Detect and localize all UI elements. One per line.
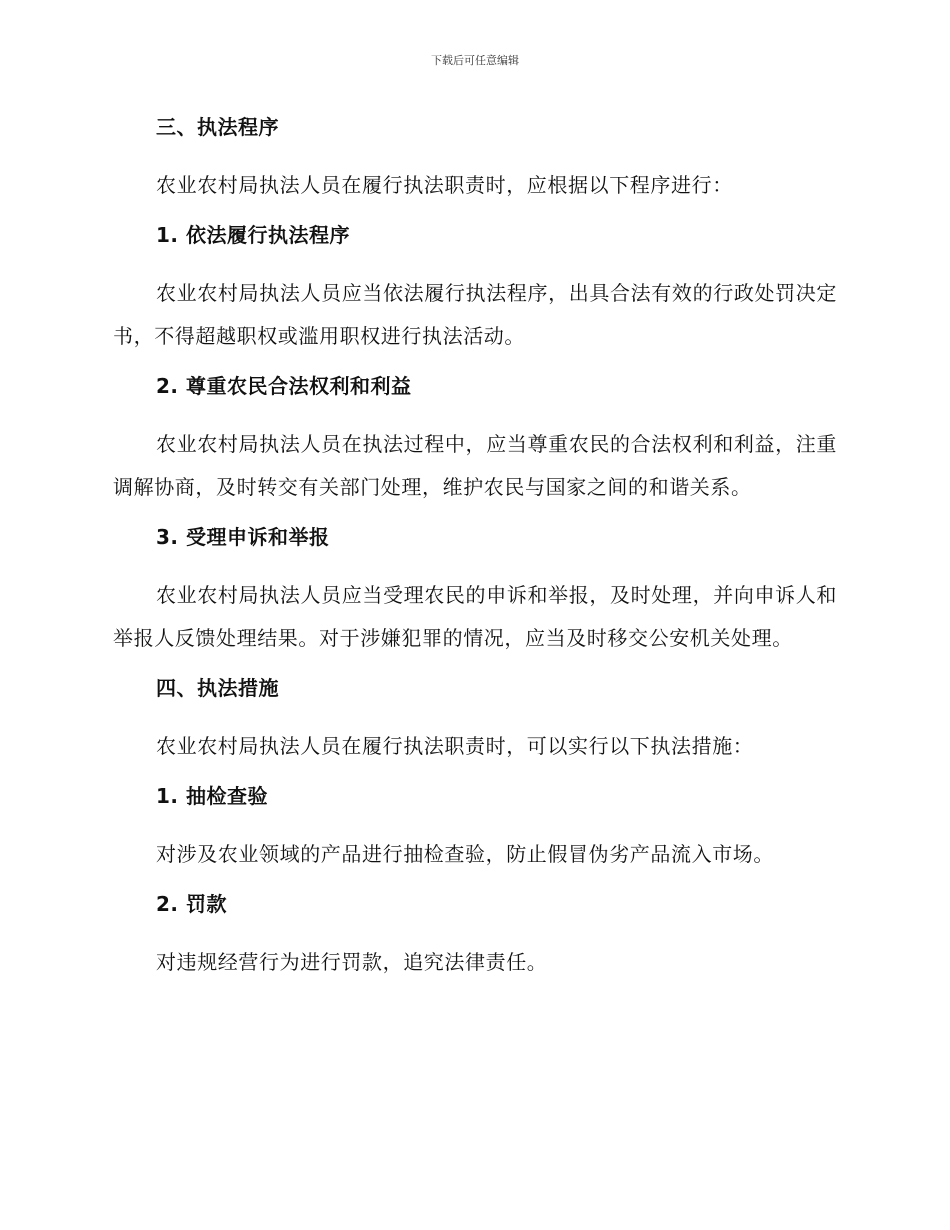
section-3-item-1-body: 农业农村局执法人员应当依法履行执法程序，出具合法有效的行政处罚决定书，不得超越职权或滥用职权进行执法活动。 — [113, 281, 837, 348]
section-4-item-2-body: 对违规经营行为进行罚款，追究法律责任。 — [156, 950, 548, 974]
section-4-intro: 农业农村局执法人员在履行执法职责时，可以实行以下执法措施： — [156, 734, 754, 758]
section-3-item-2-heading: 2. 尊重农民合法权利和利益 — [156, 374, 412, 398]
section-3-item-1-heading: 1. 依法履行执法程序 — [156, 223, 350, 247]
section-4-item-2-heading: 2. 罚款 — [156, 892, 227, 916]
section-4-item-1-heading: 1. 抽检查验 — [156, 784, 268, 808]
section-3-item-3-heading: 3. 受理申诉和举报 — [156, 525, 330, 549]
page-header-note: 下载后可任意编辑 — [431, 54, 519, 67]
section-3-item-3-body: 农业农村局执法人员应当受理农民的申诉和举报，及时处理，并向申诉人和举报人反馈处理结果。对于涉嫌犯罪的情况，应当及时移交公安机关处理。 — [113, 583, 837, 650]
section-3-intro: 农业农村局执法人员在履行执法职责时，应根据以下程序进行： — [156, 173, 733, 197]
section-3-title: 三、执法程序 — [156, 115, 279, 139]
section-4-item-1-body: 对涉及农业领域的产品进行抽检查验，防止假冒伪劣产品流入市场。 — [156, 842, 774, 866]
document-body — [113, 110, 837, 995]
section-3-item-2-body: 农业农村局执法人员在执法过程中，应当尊重农民的合法权利和利益，注重调解协商，及时转交有关部门处理，维护农民与国家之间的和谐关系。 — [113, 432, 837, 499]
section-4-title: 四、执法措施 — [156, 676, 279, 700]
